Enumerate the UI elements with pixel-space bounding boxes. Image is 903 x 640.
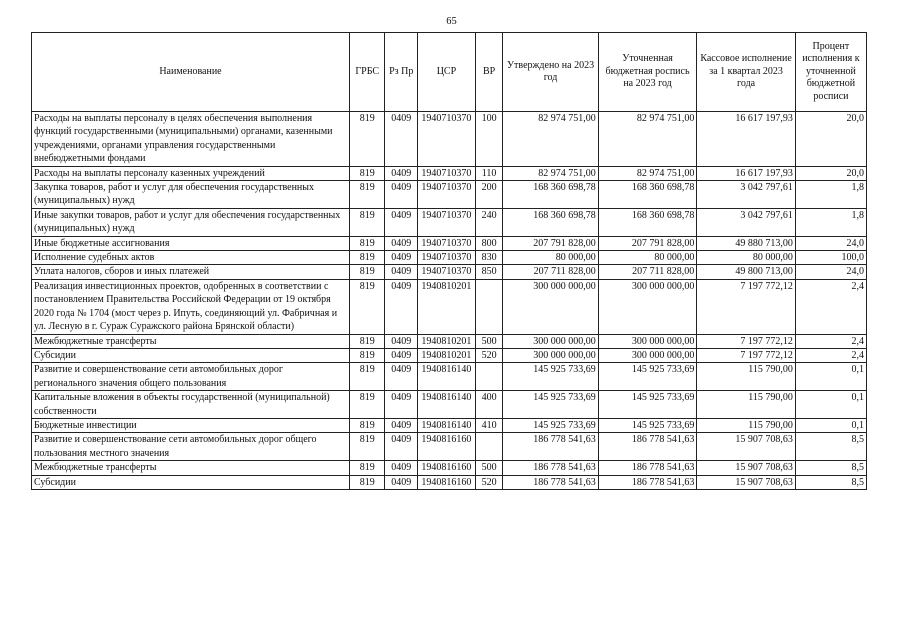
- cell-refined: 186 778 541,63: [598, 433, 697, 461]
- cell-approved: 168 360 698,78: [503, 181, 598, 209]
- cell-rzpr: 0409: [385, 348, 418, 362]
- cell-name: Субсидии: [32, 348, 350, 362]
- table-row: [32, 112, 867, 167]
- cell-csr: 1940816160: [417, 461, 475, 475]
- cell-approved: 300 000 000,00: [503, 348, 598, 362]
- cell-csr: 1940710370: [417, 208, 475, 236]
- table-row: [32, 334, 867, 348]
- header-grbs: ГРБС: [349, 33, 385, 112]
- cell-refined: 168 360 698,78: [598, 208, 697, 236]
- cell-csr: 1940710370: [417, 181, 475, 209]
- cell-vr: 800: [475, 236, 502, 250]
- cell-rzpr: 0409: [385, 251, 418, 265]
- table-row: [32, 166, 867, 180]
- cell-rzpr: 0409: [385, 166, 418, 180]
- table-row: [32, 181, 867, 209]
- cell-refined: 300 000 000,00: [598, 279, 697, 334]
- cell-approved: 145 925 733,69: [503, 418, 598, 432]
- cell-name: Реализация инвестиционных проектов, одобренных в соответствии с постановлением Правительства Российской Федерации от 19 октября 2020 года № 1704 (мост через р. Ипуть, соединяющий ул. Фабричная и ул. Лесную в г. Сураж Суражского района Брянской области): [32, 279, 350, 334]
- header-vr: ВР: [475, 33, 502, 112]
- cell-csr: 1940710370: [417, 265, 475, 279]
- cell-percent: 2,4: [795, 334, 866, 348]
- cell-approved: 207 791 828,00: [503, 236, 598, 250]
- cell-approved: 300 000 000,00: [503, 334, 598, 348]
- table-row: [32, 265, 867, 279]
- cell-cash: 7 197 772,12: [697, 334, 796, 348]
- cell-refined: 145 925 733,69: [598, 391, 697, 419]
- cell-grbs: 819: [349, 348, 385, 362]
- cell-refined: 186 778 541,63: [598, 461, 697, 475]
- cell-refined: 82 974 751,00: [598, 112, 697, 167]
- cell-cash: 15 907 708,63: [697, 461, 796, 475]
- cell-csr: 1940710370: [417, 236, 475, 250]
- cell-grbs: 819: [349, 334, 385, 348]
- cell-percent: 0,1: [795, 391, 866, 419]
- header-row: [32, 33, 867, 112]
- cell-approved: 207 711 828,00: [503, 265, 598, 279]
- cell-cash: 7 197 772,12: [697, 348, 796, 362]
- cell-refined: 82 974 751,00: [598, 166, 697, 180]
- cell-vr: 850: [475, 265, 502, 279]
- table-row: [32, 461, 867, 475]
- table-row: [32, 236, 867, 250]
- cell-percent: 20,0: [795, 166, 866, 180]
- cell-refined: 145 925 733,69: [598, 418, 697, 432]
- table-row: [32, 251, 867, 265]
- cell-vr: 110: [475, 166, 502, 180]
- cell-vr: [475, 279, 502, 334]
- cell-name: Иные бюджетные ассигнования: [32, 236, 350, 250]
- cell-cash: 3 042 797,61: [697, 208, 796, 236]
- cell-approved: 168 360 698,78: [503, 208, 598, 236]
- table-body: [32, 112, 867, 490]
- cell-vr: 830: [475, 251, 502, 265]
- cell-grbs: 819: [349, 279, 385, 334]
- cell-percent: 20,0: [795, 112, 866, 167]
- cell-csr: 1940816160: [417, 475, 475, 489]
- cell-cash: 15 907 708,63: [697, 475, 796, 489]
- cell-csr: 1940816140: [417, 363, 475, 391]
- cell-approved: 145 925 733,69: [503, 363, 598, 391]
- cell-vr: 520: [475, 475, 502, 489]
- page-number: 65: [446, 16, 457, 27]
- cell-name: Развитие и совершенствование сети автомобильных дорог общего пользования местного значения: [32, 433, 350, 461]
- cell-name: Капитальные вложения в объекты государственной (муниципальной) собственности: [32, 391, 350, 419]
- cell-percent: 0,1: [795, 418, 866, 432]
- header-csr: ЦСР: [417, 33, 475, 112]
- cell-vr: 500: [475, 461, 502, 475]
- cell-name: Уплата налогов, сборов и иных платежей: [32, 265, 350, 279]
- cell-csr: 1940816140: [417, 418, 475, 432]
- table-row: [32, 433, 867, 461]
- cell-refined: 145 925 733,69: [598, 363, 697, 391]
- cell-rzpr: 0409: [385, 433, 418, 461]
- cell-approved: 186 778 541,63: [503, 461, 598, 475]
- cell-rzpr: 0409: [385, 391, 418, 419]
- cell-csr: 1940816160: [417, 433, 475, 461]
- cell-approved: 80 000,00: [503, 251, 598, 265]
- cell-refined: 168 360 698,78: [598, 181, 697, 209]
- cell-grbs: 819: [349, 112, 385, 167]
- cell-name: Закупка товаров, работ и услуг для обеспечения государственных (муниципальных) нужд: [32, 181, 350, 209]
- cell-csr: 1940810201: [417, 348, 475, 362]
- cell-approved: 186 778 541,63: [503, 475, 598, 489]
- table-row: [32, 208, 867, 236]
- table-row: [32, 391, 867, 419]
- cell-grbs: 819: [349, 418, 385, 432]
- cell-rzpr: 0409: [385, 265, 418, 279]
- cell-approved: 145 925 733,69: [503, 391, 598, 419]
- cell-grbs: 819: [349, 236, 385, 250]
- cell-grbs: 819: [349, 265, 385, 279]
- cell-rzpr: 0409: [385, 236, 418, 250]
- cell-name: Расходы на выплаты персоналу казенных учреждений: [32, 166, 350, 180]
- cell-name: Межбюджетные трансферты: [32, 334, 350, 348]
- cell-percent: 8,5: [795, 461, 866, 475]
- cell-csr: 1940710370: [417, 251, 475, 265]
- cell-grbs: 819: [349, 461, 385, 475]
- cell-cash: 115 790,00: [697, 418, 796, 432]
- cell-vr: [475, 363, 502, 391]
- cell-rzpr: 0409: [385, 112, 418, 167]
- header-cash: Кассовое исполнение за 1 квартал 2023 года: [697, 33, 796, 112]
- cell-name: Бюджетные инвестиции: [32, 418, 350, 432]
- cell-grbs: 819: [349, 251, 385, 265]
- cell-grbs: 819: [349, 363, 385, 391]
- cell-rzpr: 0409: [385, 334, 418, 348]
- cell-cash: 115 790,00: [697, 363, 796, 391]
- cell-vr: 240: [475, 208, 502, 236]
- cell-percent: 0,1: [795, 363, 866, 391]
- cell-approved: 82 974 751,00: [503, 112, 598, 167]
- table-header: [32, 33, 867, 112]
- cell-refined: 80 000,00: [598, 251, 697, 265]
- table-row: [32, 279, 867, 334]
- cell-refined: 207 791 828,00: [598, 236, 697, 250]
- table-row: [32, 363, 867, 391]
- cell-cash: 16 617 197,93: [697, 112, 796, 167]
- cell-cash: 7 197 772,12: [697, 279, 796, 334]
- cell-grbs: 819: [349, 181, 385, 209]
- cell-grbs: 819: [349, 475, 385, 489]
- cell-grbs: 819: [349, 391, 385, 419]
- cell-name: Развитие и совершенствование сети автомобильных дорог регионального значения общего пользования: [32, 363, 350, 391]
- cell-approved: 186 778 541,63: [503, 433, 598, 461]
- header-refined: Уточненная бюджетная роспись на 2023 год: [598, 33, 697, 112]
- cell-percent: 24,0: [795, 265, 866, 279]
- cell-csr: 1940710370: [417, 166, 475, 180]
- cell-percent: 1,8: [795, 208, 866, 236]
- cell-vr: 500: [475, 334, 502, 348]
- cell-vr: 100: [475, 112, 502, 167]
- cell-csr: 1940810201: [417, 334, 475, 348]
- cell-cash: 49 880 713,00: [697, 236, 796, 250]
- cell-percent: 8,5: [795, 475, 866, 489]
- table-row: [32, 418, 867, 432]
- budget-table: [31, 32, 867, 490]
- cell-refined: 207 711 828,00: [598, 265, 697, 279]
- cell-approved: 82 974 751,00: [503, 166, 598, 180]
- cell-csr: 1940810201: [417, 279, 475, 334]
- cell-percent: 24,0: [795, 236, 866, 250]
- cell-percent: 8,5: [795, 433, 866, 461]
- cell-vr: 200: [475, 181, 502, 209]
- cell-refined: 300 000 000,00: [598, 348, 697, 362]
- cell-percent: 2,4: [795, 279, 866, 334]
- header-percent: Процент исполнения к уточненной бюджетной росписи: [795, 33, 866, 112]
- cell-percent: 2,4: [795, 348, 866, 362]
- cell-cash: 3 042 797,61: [697, 181, 796, 209]
- cell-percent: 1,8: [795, 181, 866, 209]
- cell-grbs: 819: [349, 166, 385, 180]
- cell-refined: 300 000 000,00: [598, 334, 697, 348]
- cell-vr: [475, 433, 502, 461]
- cell-name: Субсидии: [32, 475, 350, 489]
- cell-grbs: 819: [349, 208, 385, 236]
- cell-name: Расходы на выплаты персоналу в целях обеспечения выполнения функций государственными (муниципальными) органами, казенными учреждениями, органами управления государственными внебюджетными фондами: [32, 112, 350, 167]
- cell-percent: 100,0: [795, 251, 866, 265]
- cell-name: Межбюджетные трансферты: [32, 461, 350, 475]
- cell-cash: 15 907 708,63: [697, 433, 796, 461]
- cell-rzpr: 0409: [385, 208, 418, 236]
- cell-rzpr: 0409: [385, 363, 418, 391]
- cell-approved: 300 000 000,00: [503, 279, 598, 334]
- cell-csr: 1940816140: [417, 391, 475, 419]
- cell-cash: 115 790,00: [697, 391, 796, 419]
- header-name: Наименование: [32, 33, 350, 112]
- cell-vr: 410: [475, 418, 502, 432]
- cell-cash: 16 617 197,93: [697, 166, 796, 180]
- cell-rzpr: 0409: [385, 475, 418, 489]
- cell-vr: 520: [475, 348, 502, 362]
- cell-vr: 400: [475, 391, 502, 419]
- cell-rzpr: 0409: [385, 461, 418, 475]
- cell-rzpr: 0409: [385, 279, 418, 334]
- table-row: [32, 348, 867, 362]
- cell-csr: 1940710370: [417, 112, 475, 167]
- cell-name: Исполнение судебных актов: [32, 251, 350, 265]
- cell-rzpr: 0409: [385, 418, 418, 432]
- cell-cash: 49 800 713,00: [697, 265, 796, 279]
- header-rzpr: Рз Пр: [385, 33, 418, 112]
- table-row: [32, 475, 867, 489]
- cell-cash: 80 000,00: [697, 251, 796, 265]
- cell-grbs: 819: [349, 433, 385, 461]
- cell-rzpr: 0409: [385, 181, 418, 209]
- cell-refined: 186 778 541,63: [598, 475, 697, 489]
- cell-name: Иные закупки товаров, работ и услуг для обеспечения государственных (муниципальных) нужд: [32, 208, 350, 236]
- header-approved: Утверждено на 2023 год: [503, 33, 598, 112]
